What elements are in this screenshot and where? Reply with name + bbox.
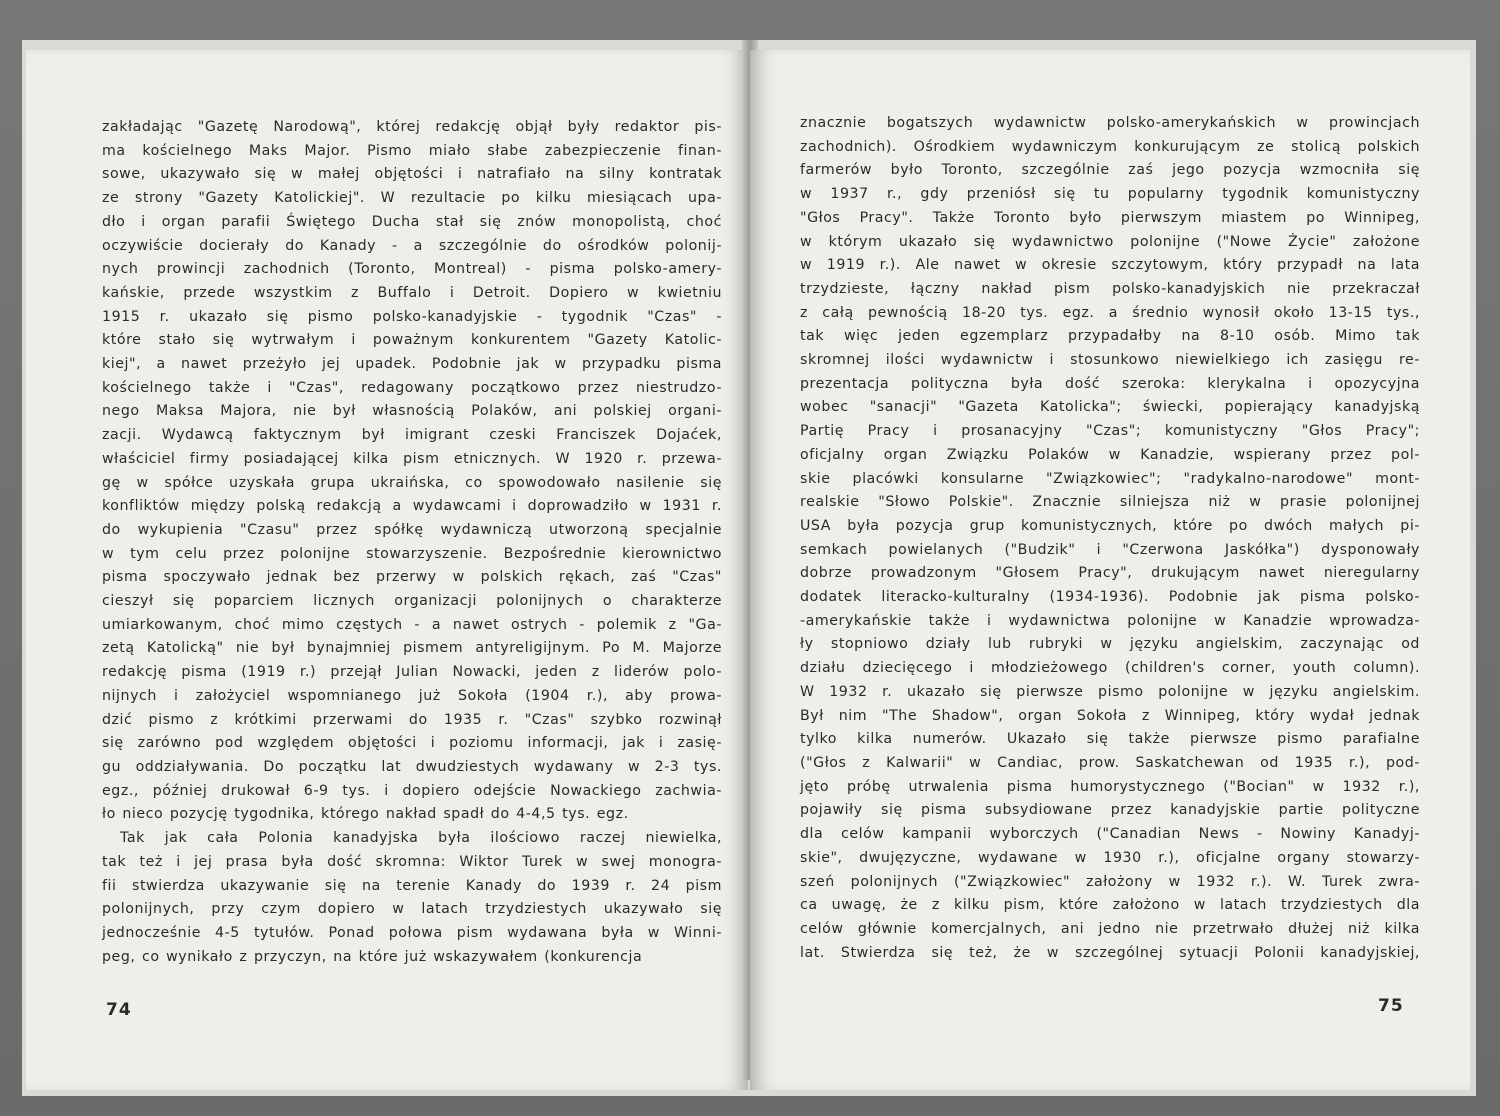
text-line: wobec "sanacji" "Gazeta Katolicka"; świecki, popierający kanadyjską <box>800 399 1420 416</box>
left-page <box>26 50 748 1090</box>
text-line: zakładając "Gazetę Narodową", której redakcję objął były redaktor pis- <box>102 119 722 135</box>
text-line: redakcję pisma (1919 r.) przejął Julian Nowacki, jeden z liderów polo- <box>102 664 722 681</box>
text-line: egz., później drukował 6-9 tys. i dopiero odejście Nowackiego zachwia- <box>102 782 722 799</box>
text-line: się zarówno pod względem objętości i poziomu informacji, jak i zasię- <box>102 735 722 752</box>
text-line: działu dziecięcego i młodzieżowego (children's corner, youth column). <box>800 660 1420 677</box>
text-line: zacji. Wydawcą faktycznym był imigrant czeski Franciszek Dojaćek, <box>102 427 722 444</box>
text-line: które stało się wytrwałym i poważnym konkurentem "Gazety Katolic- <box>102 332 722 349</box>
text-line: ca uwagę, że z kilku pism, które założono w latach trzydziestych dla <box>800 897 1420 914</box>
text-line: fii stwierdza ukazywanie się na terenie Kanady do 1939 r. 24 pism <box>102 877 722 894</box>
text-line: realskie "Słowo Polskie". Znacznie silniejsza niż w prasie polonijnej <box>800 494 1420 511</box>
text-line: dodatek literacko-kulturalny (1934-1936). Podobnie jak pisma polsko- <box>800 589 1420 606</box>
text-line: tylko kilka numerów. Ukazało się także pierwsze pismo parafialne <box>800 731 1420 748</box>
left-page-text <box>102 116 722 969</box>
text-line: ły stopniowo działy lub rubryki w języku angielskim, zaczynając od <box>800 636 1420 653</box>
text-line: umiarkowanym, choć mimo częstych - a nawet ostrych - polemik z "Ga- <box>102 616 722 633</box>
text-line: trzydzieste, łączny nakład pism polsko-kanadyjskich nie przekraczał <box>800 280 1420 297</box>
page-number-left: 74 <box>106 1000 132 1020</box>
right-page <box>750 50 1470 1090</box>
text-line: pojawiły się pisma subsydiowane przez kanadyjskie partie polityczne <box>800 802 1420 819</box>
text-line: zetą Katolicką" nie był bynajmniej pismem antyreligijnym. Po M. Majorze <box>102 640 722 657</box>
text-line: semkach powielanych ("Budzik" i "Czerwona Jaskółka") dysponowały <box>800 541 1420 558</box>
text-line: pisma spoczywało jednak bez przerwy w polskich rękach, zaś "Czas" <box>102 569 722 586</box>
text-line: nych prowincji zachodnich (Toronto, Montreal) - pisma polsko-amery- <box>102 261 722 278</box>
text-line: farmerów było Toronto, szczególnie zaś jego pozycja wzmocniła się <box>800 162 1420 179</box>
right-page-text <box>800 112 1420 965</box>
text-line: peg, co wynikało z przyczyn, na które już wskazywałem (konkurencja <box>102 948 643 965</box>
text-line: kiej", a nawet przeżyło jej upadek. Podobnie jak w przypadku pisma <box>102 356 722 373</box>
text-line: dło i organ parafii Świętego Ducha stał się znów monopolistą, choć <box>102 213 722 230</box>
text-line: szeń polonijnych ("Związkowiec" założony w 1932 r.). W. Turek zwra- <box>800 873 1420 890</box>
text-line: skie placówki konsularne "Związkowiec"; "radykalno-narodowe" mont- <box>800 470 1420 487</box>
text-line: kościelnego także i "Czas", redagowany początkowo przez niestrudzo- <box>102 379 722 396</box>
text-line: w tym celu przez polonijne stowarzyszenie. Bezpośrednie kierownictwo <box>102 545 722 562</box>
text-line: znacznie bogatszych wydawnictw polsko-amerykańskich w prowincjach <box>800 115 1420 131</box>
text-line: gę w spółce uzyskała grupa ukraińska, co spowodowało nasilenie się <box>102 474 722 491</box>
text-line: tak też i jej prasa była dość skromna: Wiktor Turek w swej monogra- <box>102 853 722 870</box>
text-line: Tak jak cała Polonia kanadyjska była ilościowo raczej niewielka, <box>120 830 722 847</box>
text-line: w którym ukazało się wydawnictwo polonijne ("Nowe Życie" założone <box>800 233 1420 250</box>
text-line: -amerykańskie także i wydawnictwa polonijne w Kanadzie wprowadza- <box>800 612 1420 629</box>
text-line: 1915 r. ukazało się pismo polsko-kanadyjskie - tygodnik "Czas" - <box>102 308 722 325</box>
text-line: właściciel firmy posiadającej kilka pism etnicznych. W 1920 r. przewa- <box>102 450 722 467</box>
text-line: nijnych i założyciel wspomnianego już Sokoła (1904 r.), aby prowa- <box>102 687 722 704</box>
text-line: cieszył się poparciem licznych organizacji polonijnych o charakterze <box>102 593 722 610</box>
text-line: konfliktów między polską redakcją a wydawcami i doprowadziło w 1931 r. <box>102 498 722 515</box>
text-line: kańskie, przede wszystkim z Buffalo i Detroit. Dopiero w kwietniu <box>102 284 722 301</box>
text-line: ło nieco pozycję tygodnika, którego nakład spadł do 4-4,5 tys. egz. <box>102 806 629 823</box>
text-line: celów głównie komercjalnych, ani jedno nie przetrwało dłużej niż kilka <box>800 920 1420 937</box>
text-line: dla celów kampanii wyborczych ("Canadian News - Nowiny Kanadyj- <box>800 826 1420 843</box>
text-line: prezentacja polityczna była dość szeroka: klerykalna i opozycyjna <box>800 375 1420 392</box>
text-line: sowe, ukazywało się w małej objętości i natrafiało na silny kontratak <box>102 166 722 183</box>
text-line: polonijnych, przy czym dopiero w latach trzydziestych ukazywało się <box>102 901 722 918</box>
text-line: W 1932 r. ukazało się pierwsze pismo polonijne w języku angielskim. <box>800 683 1420 700</box>
text-line: w 1937 r., gdy przeniósł się tu popularny tygodnik komunistyczny <box>800 186 1420 203</box>
text-line: gu oddziaływania. Do początku lat dwudziestych wydawany w 2-3 tys. <box>102 758 722 775</box>
text-line: oczywiście docierały do Kanady - a szczególnie do ośrodków polonij- <box>102 237 722 254</box>
text-line: do wykupienia "Czasu" przez spółkę wydawniczą utworzoną specjalnie <box>102 521 722 538</box>
text-line: "Głos Pracy". Także Toronto było pierwszym miastem po Winnipeg, <box>800 209 1420 226</box>
text-line: z całą pewnością 18-20 tys. egz. a średnio wynosił około 13-15 tys., <box>800 304 1420 321</box>
text-line: ("Głos z Kalwarii" w Candiac, prow. Saskatchewan od 1935 r.), pod- <box>800 754 1420 771</box>
text-line: dzić pismo z krótkimi przerwami do 1935 r. "Czas" szybko rozwinął <box>102 711 722 728</box>
text-line: Był nim "The Shadow", organ Sokoła z Winnipeg, który wydał jednak <box>800 707 1420 724</box>
text-line: jednocześnie 4-5 tytułów. Ponad połowa pism wydawana była w Winni- <box>102 924 722 941</box>
text-line: dobrze prowadzonym "Głosem Pracy", drukującym nawet nieregularny <box>800 565 1420 582</box>
text-line: zachodnich). Ośrodkiem wydawniczym konkurującym ze stolicą polskich <box>800 138 1420 155</box>
text-line: ma kościelnego Maks Major. Pismo miało słabe zabezpieczenie finan- <box>102 142 722 159</box>
text-line: USA była pozycja grup komunistycznych, które po dwóch małych pi- <box>800 517 1420 534</box>
text-line: tak więc jeden egzemplarz przypadałby na 8-10 osób. Mimo tak <box>800 328 1420 345</box>
page-number-right: 75 <box>1378 996 1404 1016</box>
text-line: Partię Pracy i prosanacyjny "Czas"; komunistyczny "Głos Pracy"; <box>800 423 1420 440</box>
text-line: skromnej ilości wydawnictw i stosunkowo niewielkiego ich zasięgu re- <box>800 352 1420 369</box>
text-line: skie", dwujęzyczne, wydawane w 1930 r.), oficjalne organy stowarzy- <box>800 849 1420 866</box>
text-line: oficjalny organ Związku Polaków w Kanadzie, wspierany przez pol- <box>800 446 1420 463</box>
text-line: nego Maksa Majora, nie był własnością Polaków, ani polskiej organi- <box>102 403 722 420</box>
text-line: ze strony "Gazety Katolickiej". W rezultacie po kilku miesiącach upa- <box>102 190 722 207</box>
text-line: jęto próbę utrwalenia pisma humorystycznego ("Bocian" w 1932 r.), <box>800 778 1420 795</box>
text-line: w 1919 r.). Ale nawet w okresie szczytowym, który przypadł na lata <box>800 257 1420 274</box>
text-line: lat. Stwierdza się też, że w szczególnej sytuacji Polonii kanadyjskiej, <box>800 944 1420 961</box>
